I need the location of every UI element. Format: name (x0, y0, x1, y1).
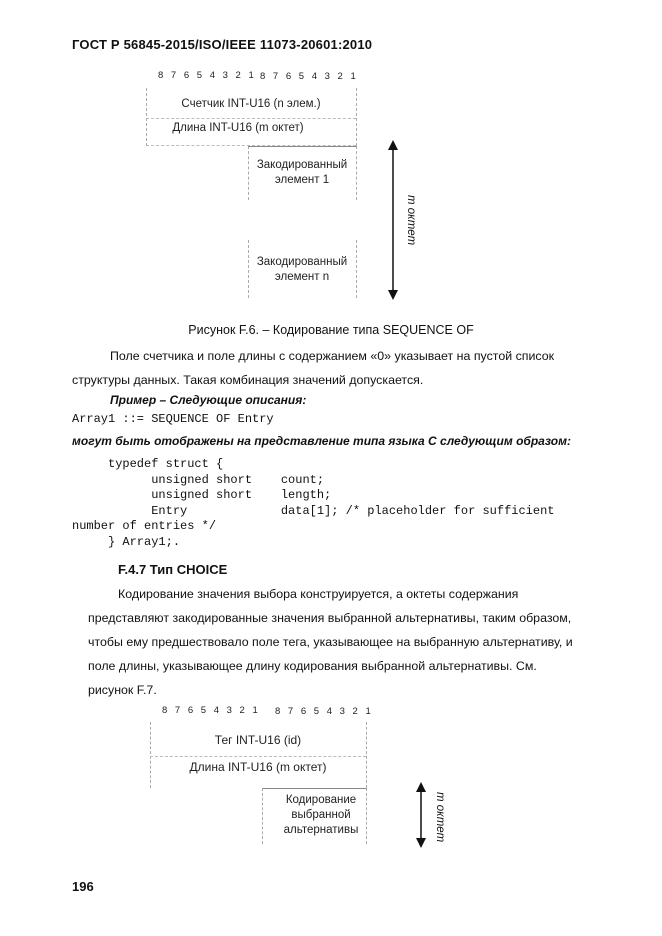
section-line: представляют закодированные значения выбранной альтернативы, таким образом, (88, 611, 572, 625)
fig1-size-arrow (386, 140, 400, 300)
fig1-right-border-top (356, 88, 357, 146)
bit-numbers-right: 8 7 6 5 4 3 2 1 (275, 706, 374, 717)
section-line: рисунок F.7. (88, 683, 157, 697)
fig2-arrow-label: m октет (434, 792, 446, 843)
bit-numbers-left: 8 7 6 5 4 3 2 1 (162, 705, 261, 716)
code-line: unsigned short length; (72, 488, 332, 502)
elementn-right-border (356, 240, 357, 298)
elementn-label-2: элемент n (274, 271, 330, 283)
paragraph-line: структуры данных. Такая комбинация значений допускается. (72, 373, 424, 387)
element1-label-1: Закодированный (256, 159, 348, 171)
section-title: F.4.7 Тип CHOICE (118, 562, 228, 577)
element1-right-border (356, 146, 357, 200)
code-line: Entry data[1]; /* placeholder for sufficient (72, 503, 555, 518)
section-line: чтобы ему предшествовало поле тега, указывающее на выбранную альтернативу, и (88, 635, 573, 649)
element1-top-line (248, 146, 356, 147)
length-field: Длина INT-U16 (m октет) (172, 122, 304, 134)
page-number: 196 (72, 879, 94, 894)
encoding-label-3: альтернативы (283, 824, 359, 836)
example-heading: Пример – Следующие описания: (110, 393, 307, 407)
encoding-label-2: выбранной (291, 809, 351, 821)
length-field: Длина INT-U16 (m октет) (189, 760, 327, 774)
tag-field: Тег INT-U16 (id) (214, 733, 302, 747)
code-line: } Array1;. (72, 534, 181, 549)
code-line: typedef struct { (72, 457, 224, 471)
example-declaration: Array1 ::= SEQUENCE OF Entry (72, 412, 274, 426)
fig1-arrow-label: m октет (405, 195, 417, 246)
fig2-size-arrow (414, 782, 428, 848)
paragraph-line: Поле счетчика и поле длины с содержанием «0» указывает на пустой список (110, 349, 555, 363)
fig2-separator (150, 756, 366, 757)
fig1-separator (146, 118, 356, 119)
code-line: unsigned short count; (72, 472, 325, 487)
section-line: поле длины, указывающее длину кодирования выбранной альтернативы. См. (88, 659, 537, 673)
element1-label-2: элемент 1 (274, 174, 330, 186)
bit-numbers-left: 8 7 6 5 4 3 2 1 (158, 70, 257, 81)
counter-field: Счетчик INT-U16 (n элем.) (181, 98, 321, 110)
bit-numbers-right: 8 7 6 5 4 3 2 1 (260, 71, 359, 82)
example-mapping-text: могут быть отображены на представление типа языка С следующим образом: (72, 434, 572, 448)
fig2-right-border-top (366, 722, 367, 788)
code-block (72, 457, 554, 550)
fig2-left-border (150, 722, 151, 788)
document-header: ГОСТ Р 56845-2015/ISO/IEEE 11073-20601:2010 (72, 37, 373, 52)
code-line: number of entries */ (72, 519, 217, 533)
encoding-top-line (262, 788, 366, 789)
elementn-label-1: Закодированный (256, 256, 348, 268)
figure-caption: Рисунок F.6. – Кодирование типа SEQUENCE OF (188, 323, 474, 337)
encoding-label-1: Кодирование (285, 794, 357, 806)
section-line: Кодирование значения выбора конструируется, а октеты содержания (118, 587, 519, 601)
